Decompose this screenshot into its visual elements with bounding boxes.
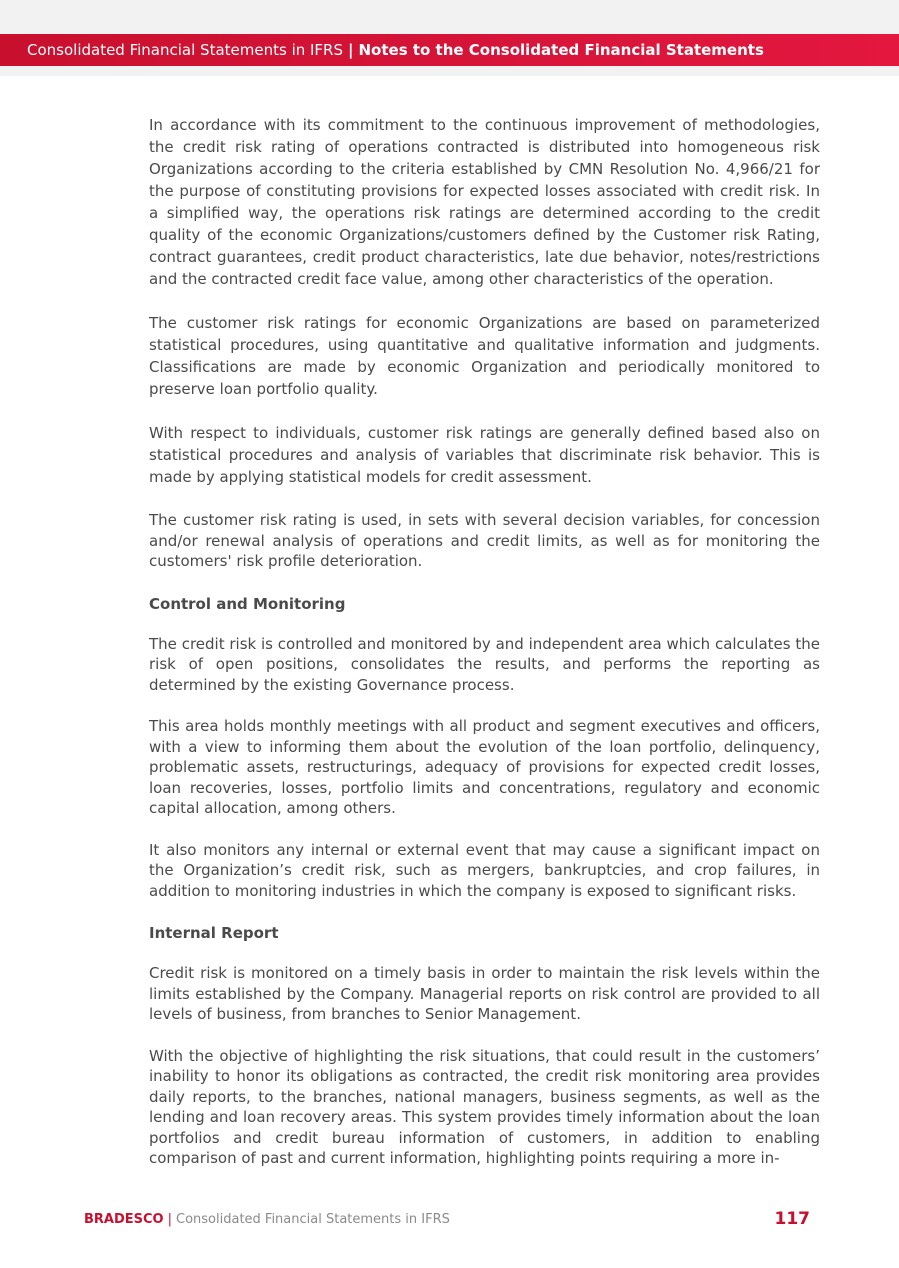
paragraph-monthly-meetings: This area holds monthly meetings with all product and segment executives and officers, with a view to informing them about the evolution of the loan portfolio, delinquency, problematic assets, restructurings, adequacy of provisions for expected credit losses, loan recoveries, losses, portfolio limits and concentrations, regulatory and economic capital allocation, among others. <box>149 717 820 817</box>
heading-control-and-monitoring: Control and Monitoring <box>149 594 346 613</box>
footer-separator: | <box>167 1211 172 1227</box>
paragraph-economic-organizations: The customer risk ratings for economic Organizations are based on parameterized statistical procedures, using quantitative and qualitative information and judgments. Classifications are made by economic Organization and periodically monitored to preserve loan portfolio quality. <box>149 314 820 398</box>
paragraph-risk-rating-methodology: In accordance with its commitment to the continuous improvement of methodologies, the credit risk rating of operations contracted is distributed into homogeneous risk Organizations according to the criteria established by CMN Resolution No. 4,966/21 for the purpose of constituting provisions for expected losses associated with credit risk. In a simplified way, the operations risk ratings are determined according to the credit quality of the economic Organizations/customers defined by the Customer risk Rating, contract guarantees, credit product characteristics, late due behavior, notes/restrictions and the contracted credit face value, among other characteristics of the operation. <box>149 116 820 288</box>
paragraph-individuals: With respect to individuals, customer risk ratings are generally defined based also on statistical procedures and analysis of variables that discriminate risk behavior. This is made by applying statistical models for credit assessment. <box>149 424 820 486</box>
paragraph-independent-area: The credit risk is controlled and monitored by and independent area which calculates the risk of open positions, consolidates the results, and performs the reporting as determined by the existing Governance process. <box>149 634 820 694</box>
paragraph-daily-reports: With the objective of highlighting the risk situations, that could result in the customers’ inability to honor its obligations as contracted, the credit risk monitoring area provides daily reports, to the branches, national managers, business segments, as well as the lending and loan recovery areas. This system provides timely information about the loan portfolios and credit bureau information of customers, in addition to enabling comparison of past and current information, highlighting points requiring a more in- <box>149 1046 820 1167</box>
footer-brand: BRADESCO <box>84 1211 164 1227</box>
paragraph-timely-monitoring: Credit risk is monitored on a timely basis in order to maintain the risk levels within the limits established by the Company. Managerial reports on risk control are provided to all levels of business, from branches to Senior Management. <box>149 964 820 1023</box>
heading-internal-report: Internal Report <box>149 924 279 942</box>
running-header <box>0 34 899 66</box>
page-footer <box>84 1208 810 1230</box>
header-section-title: Notes to the Consolidated Financial Statements <box>358 41 764 59</box>
header-separator: | <box>348 41 354 59</box>
footer-document-title: Consolidated Financial Statements in IFRS <box>176 1211 450 1227</box>
paragraph-event-monitoring: It also monitors any internal or external event that may cause a significant impact on the Organization’s credit risk, such as mergers, bankruptcies, and crop failures, in addition to monitoring industries in which the company is exposed to significant risks. <box>149 840 820 900</box>
paragraph-rating-usage: The customer risk rating is used, in sets with several decision variables, for concession and/or renewal analysis of operations and credit limits, as well as for monitoring the customers' risk profile deterioration. <box>149 511 820 570</box>
header-document-title: Consolidated Financial Statements in IFRS <box>27 41 344 59</box>
page-body <box>149 114 820 1190</box>
page-number: 117 <box>774 1209 810 1229</box>
